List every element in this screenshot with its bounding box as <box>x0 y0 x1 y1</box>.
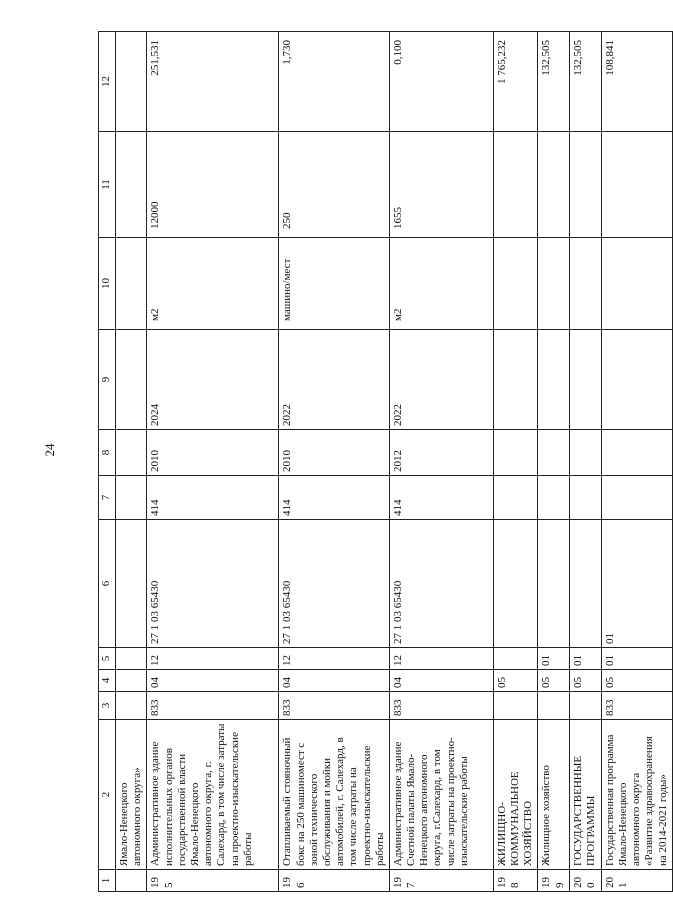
cell-c2: Отапливаемый стояночный бокс на 250 машиномест с зоной технического обслуживания и мойки автомобилей, г. Салехард, в том числе затраты на проектно-изыскательские работы <box>279 720 390 870</box>
cell-c9: 2022 <box>279 330 390 430</box>
cell-c9: 2022 <box>389 330 493 430</box>
cell-c3: 833 <box>147 692 279 720</box>
cell-c11 <box>116 132 147 238</box>
table-row <box>116 32 147 892</box>
cell-c12: 108,841 <box>601 32 672 132</box>
cell-c4: 04 <box>389 670 493 692</box>
cell-c3 <box>493 692 538 720</box>
cell-c11 <box>493 132 538 238</box>
header-cell-2: 2 <box>99 720 116 870</box>
cell-c5 <box>493 648 538 670</box>
table-row <box>389 32 493 892</box>
cell-c1: 195 <box>147 870 279 892</box>
cell-c6 <box>538 520 569 648</box>
cell-c2: ГОСУДАРСТВЕННЫЕ ПРОГРАММЫ <box>569 720 601 870</box>
header-cell-10: 10 <box>99 238 116 330</box>
cell-c4: 05 <box>538 670 569 692</box>
document-sheet <box>98 32 669 892</box>
table-row <box>147 32 279 892</box>
cell-c9: 2024 <box>147 330 279 430</box>
cell-c11 <box>601 132 672 238</box>
table-body <box>99 32 673 892</box>
cell-c8: 2010 <box>279 430 390 476</box>
cell-c2: Административное здание Счетной палаты Ямало-Ненецкого автономного округа, г.Салехард, в том числе затраты на проектно-изыскательские работы <box>389 720 493 870</box>
cell-c9 <box>493 330 538 430</box>
cell-c10: м2 <box>147 238 279 330</box>
cell-c5: 12 <box>279 648 390 670</box>
cell-c12: 1,730 <box>279 32 390 132</box>
cell-c5 <box>116 648 147 670</box>
cell-c10 <box>601 238 672 330</box>
cell-c5: 12 <box>147 648 279 670</box>
header-cell-5: 5 <box>99 648 116 670</box>
cell-c6 <box>569 520 601 648</box>
cell-c10 <box>538 238 569 330</box>
cell-c12: 0,100 <box>389 32 493 132</box>
cell-c10: м2 <box>389 238 493 330</box>
cell-c6: 27 1 03 65430 <box>147 520 279 648</box>
table-row <box>569 32 601 892</box>
cell-c9 <box>538 330 569 430</box>
cell-c12 <box>116 32 147 132</box>
cell-c5: 12 <box>389 648 493 670</box>
cell-c8 <box>493 430 538 476</box>
cell-c3: 833 <box>389 692 493 720</box>
cell-c6 <box>116 520 147 648</box>
header-cell-6: 6 <box>99 520 116 648</box>
cell-c2: Государственная программа Ямало-Ненецкого автономного округа «Развитие здравоохранения на 2014-2021 годы» <box>601 720 672 870</box>
cell-c4: 05 <box>569 670 601 692</box>
cell-c8 <box>601 430 672 476</box>
cell-c4: 05 <box>601 670 672 692</box>
table-row <box>279 32 390 892</box>
cell-c10 <box>569 238 601 330</box>
cell-c8 <box>538 430 569 476</box>
rotated-table-wrapper <box>98 32 669 892</box>
header-cell-9: 9 <box>99 330 116 430</box>
cell-c5: 01 <box>538 648 569 670</box>
cell-c11: 250 <box>279 132 390 238</box>
cell-c4 <box>116 670 147 692</box>
table-header-row <box>99 32 116 892</box>
table-row <box>538 32 569 892</box>
cell-c3 <box>569 692 601 720</box>
cell-c6: 27 1 03 65430 <box>389 520 493 648</box>
cell-c7 <box>493 476 538 520</box>
cell-c12: 132,505 <box>569 32 601 132</box>
cell-c1: 199 <box>538 870 569 892</box>
cell-c1: 196 <box>279 870 390 892</box>
cell-c2: Административное здание исполнительных органов государственной власти Ямало-Ненецкого автономного округа, г. Салехард, в том числе затраты на проектно-изыскательские работы <box>147 720 279 870</box>
cell-c8 <box>569 430 601 476</box>
header-cell-12: 12 <box>99 32 116 132</box>
cell-c7: 414 <box>279 476 390 520</box>
cell-c1: 200 <box>569 870 601 892</box>
cell-c8 <box>116 430 147 476</box>
cell-c11: 1655 <box>389 132 493 238</box>
cell-c11 <box>538 132 569 238</box>
cell-c1: 197 <box>389 870 493 892</box>
cell-c10 <box>116 238 147 330</box>
cell-c8: 2010 <box>147 430 279 476</box>
cell-c9 <box>601 330 672 430</box>
cell-c2: ЖИЛИЩНО-КОММУНАЛЬНОЕ ХОЗЯЙСТВО <box>493 720 538 870</box>
header-cell-1: 1 <box>99 870 116 892</box>
cell-c11: 12000 <box>147 132 279 238</box>
table-row <box>601 32 672 892</box>
header-cell-7: 7 <box>99 476 116 520</box>
cell-c7 <box>601 476 672 520</box>
cell-c2: Ямало-Ненецкого автономного округа» <box>116 720 147 870</box>
cell-c7: 414 <box>389 476 493 520</box>
cell-c1: 198 <box>493 870 538 892</box>
cell-c8: 2012 <box>389 430 493 476</box>
cell-c9 <box>116 330 147 430</box>
cell-c3 <box>538 692 569 720</box>
cell-c5: 01 <box>569 648 601 670</box>
cell-c6 <box>493 520 538 648</box>
page-number: 24 <box>42 443 57 457</box>
cell-c2: Жилищное хозяйство <box>538 720 569 870</box>
cell-c12: 1 765,232 <box>493 32 538 132</box>
cell-c10 <box>493 238 538 330</box>
cell-c3 <box>116 692 147 720</box>
cell-c4: 04 <box>147 670 279 692</box>
cell-c6: 27 1 03 65430 <box>279 520 390 648</box>
cell-c1: 201 <box>601 870 672 892</box>
header-cell-4: 4 <box>99 670 116 692</box>
cell-c1 <box>116 870 147 892</box>
table-row <box>493 32 538 892</box>
cell-c7 <box>569 476 601 520</box>
cell-c6: 01 <box>601 520 672 648</box>
cell-c7 <box>116 476 147 520</box>
cell-c12: 132,505 <box>538 32 569 132</box>
cell-c9 <box>569 330 601 430</box>
cell-c4: 05 <box>493 670 538 692</box>
cell-c12: 251,531 <box>147 32 279 132</box>
budget-table <box>98 31 673 892</box>
cell-c7 <box>538 476 569 520</box>
cell-c10: машино/мест <box>279 238 390 330</box>
cell-c5: 01 <box>601 648 672 670</box>
header-cell-3: 3 <box>99 692 116 720</box>
cell-c4: 04 <box>279 670 390 692</box>
cell-c7: 414 <box>147 476 279 520</box>
header-cell-11: 11 <box>99 132 116 238</box>
cell-c11 <box>569 132 601 238</box>
cell-c3: 833 <box>601 692 672 720</box>
cell-c3: 833 <box>279 692 390 720</box>
header-cell-8: 8 <box>99 430 116 476</box>
